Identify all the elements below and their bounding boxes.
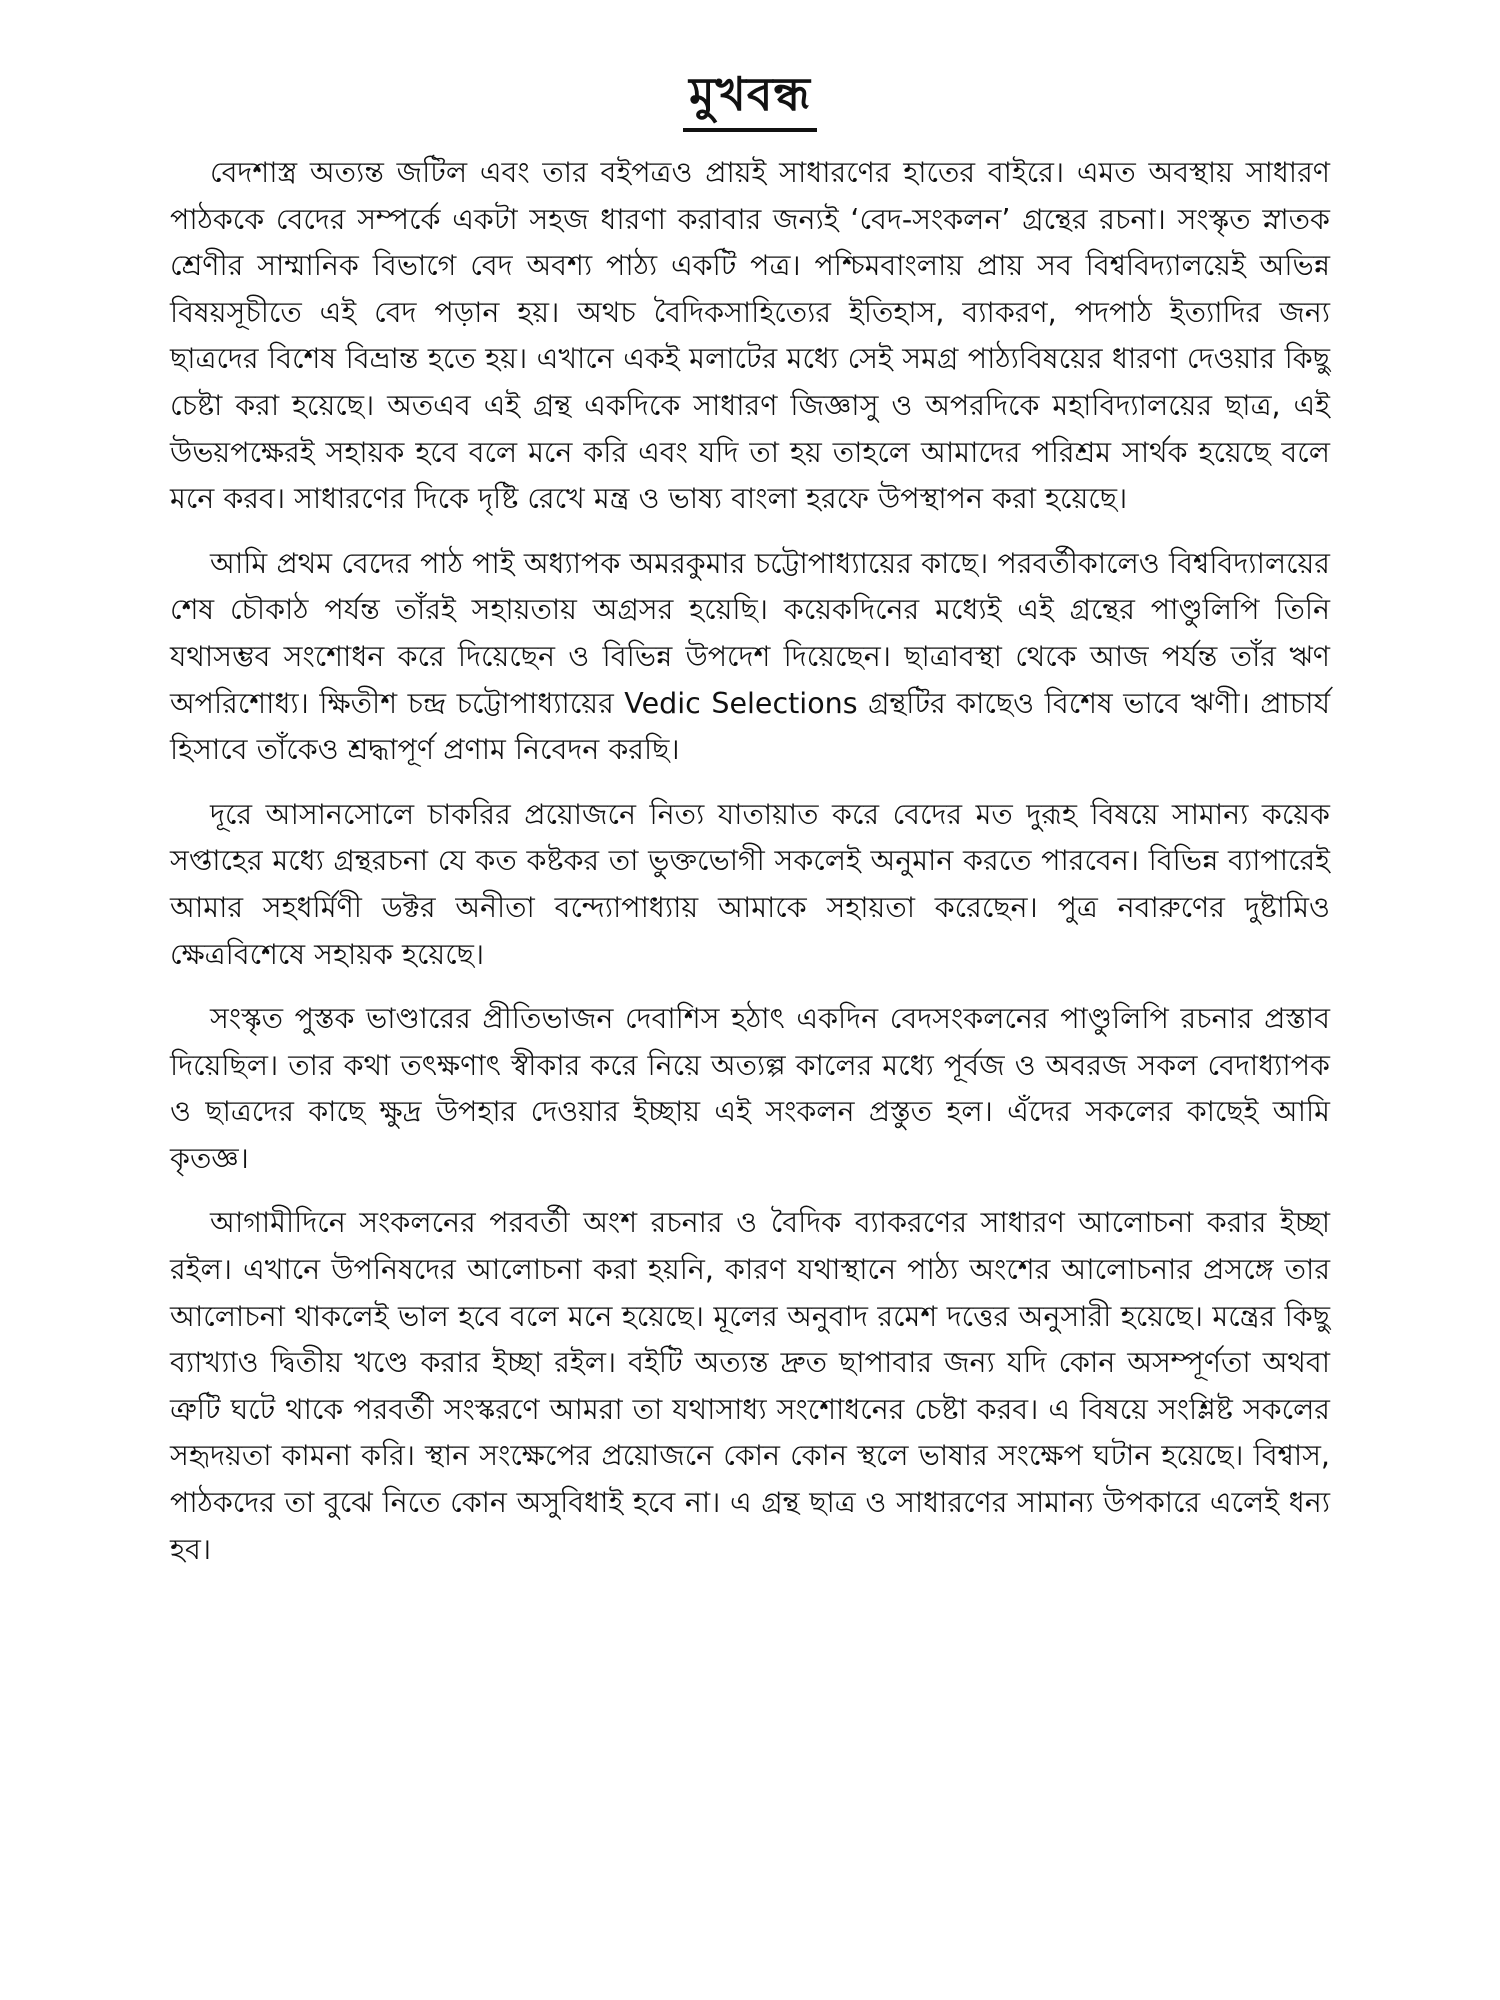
page-title: মুখবন্ধ: [683, 62, 817, 132]
preface-body: [170, 150, 1330, 1573]
paragraph-1: বেদশাস্ত্র অত্যন্ত জটিল এবং তার বইপত্রও প্রায়ই সাধারণের হাতের বাইরে। এমত অবস্থায় সাধারণ পাঠককে বেদের সম্পর্কে একটা সহজ ধারণা করাবার জন্যই ‘বেদ-সংকলন’ গ্রন্থের রচনা। সংস্কৃত স্নাতক শ্রেণীর সাম্মানিক বিভাগে বেদ অবশ্য পাঠ্য একটি পত্র। পশ্চিমবাংলায় প্রায় সব বিশ্ববিদ্যালয়েই অভিন্ন বিষয়সূচীতে এই বেদ পড়ান হয়। অথচ বৈদিকসাহিত্যের ইতিহাস, ব্যাকরণ, পদপাঠ ইত্যাদির জন্য ছাত্রদের বিশেষ বিভ্রান্ত হতে হয়। এখানে একই মলাটের মধ্যে সেই সমগ্র পাঠ্যবিষয়ের ধারণা দেওয়ার কিছু চেষ্টা করা হয়েছে। অতএব এই গ্রন্থ একদিকে সাধারণ জিজ্ঞাসু ও অপরদিকে মহাবিদ্যালয়ের ছাত্র, এই উভয়পক্ষেরই সহায়ক হবে বলে মনে করি এবং যদি তা হয় তাহলে আমাদের পরিশ্রম সার্থক হয়েছে বলে মনে করব। সাধারণের দিকে দৃষ্টি রেখে মন্ত্র ও ভাষ্য বাংলা হরফে উপস্থাপন করা হয়েছে।: [170, 156, 1330, 516]
paragraph-4: সংস্কৃত পুস্তক ভাণ্ডারের প্রীতিভাজন দেবাশিস হঠাৎ একদিন বেদসংকলনের পাণ্ডুলিপি রচনার প্রস্তাব দিয়েছিল। তার কথা তৎক্ষণাৎ স্বীকার করে নিয়ে অত্যল্প কালের মধ্যে পূর্বজ ও অবরজ সকল বেদাধ্যাপক ও ছাত্রদের কাছে ক্ষুদ্র উপহার দেওয়ার ইচ্ছায় এই সংকলন প্রস্তুত হল। এঁদের সকলের কাছেই আমি কৃতজ্ঞ।: [170, 1002, 1330, 1175]
paragraph-3: দূরে আসানসোলে চাকরির প্রয়োজনে নিত্য যাতায়াত করে বেদের মত দুরূহ বিষয়ে সামান্য কয়েক সপ্তাহের মধ্যে গ্রন্থরচনা যে কত কষ্টকর তা ভুক্তভোগী সকলেই অনুমান করতে পারবেন। বিভিন্ন ব্যাপারেই আমার সহধর্মিণী ডক্টর অনীতা বন্দ্যোপাধ্যায় আমাকে সহায়তা করেছেন। পুত্র নবারুণের দুষ্টামিও ক্ষেত্রবিশেষে সহায়ক হয়েছে।: [170, 797, 1330, 971]
paragraph-2: আমি প্রথম বেদের পাঠ পাই অধ্যাপক অমরকুমার চট্টোপাধ্যায়ের কাছে। পরবর্তীকালেও বিশ্ববিদ্যালয়ের শেষ চৌকাঠ পর্যন্ত তাঁরই সহায়তায় অগ্রসর হয়েছি। কয়েকদিনের মধ্যেই এই গ্রন্থের পাণ্ডুলিপি তিনি যথাসম্ভব সংশোধন করে দিয়েছেন ও বিভিন্ন উপদেশ দিয়েছেন। ছাত্রাবস্থা থেকে আজ পর্যন্ত তাঁর ঋণ অপরিশোধ্য। ক্ষিতীশ চন্দ্র চট্টোপাধ্যায়ের Vedic Selections গ্রন্থটির কাছেও বিশেষ ভাবে ঋণী। প্রাচার্য হিসাবে তাঁকেও শ্রদ্ধাপূর্ণ প্রণাম নিবেদন করছি।: [170, 546, 1330, 767]
paragraph-5: আগামীদিনে সংকলনের পরবর্তী অংশ রচনার ও বৈদিক ব্যাকরণের সাধারণ আলোচনা করার ইচ্ছা রইল। এখানে উপনিষদের আলোচনা করা হয়নি, কারণ যথাস্থানে পাঠ্য অংশের আলোচনার প্রসঙ্গে তার আলোচনা থাকলেই ভাল হবে বলে মনে হয়েছে। মূলের অনুবাদ রমেশ দত্তের অনুসারী হয়েছে। মন্ত্রের কিছু ব্যাখ্যাও দ্বিতীয় খণ্ডে করার ইচ্ছা রইল। বইটি অত্যন্ত দ্রুত ছাপাবার জন্য যদি কোন অসম্পূর্ণতা অথবা ত্রুটি ঘটে থাকে পরবর্তী সংস্করণে আমরা তা যথাসাধ্য সংশোধনের চেষ্টা করব। এ বিষয়ে সংশ্লিষ্ট সকলের সহৃদয়তা কামনা করি। স্থান সংক্ষেপের প্রয়োজনে কোন কোন স্থলে ভাষার সংক্ষেপ ঘটান হয়েছে। বিশ্বাস, পাঠকদের তা বুঝে নিতে কোন অসুবিধাই হবে না। এ গ্রন্থ ছাত্র ও সাধারণের সামান্য উপকারে এলেই ধন্য হব।: [170, 1206, 1330, 1566]
title-container: [0, 62, 1500, 132]
